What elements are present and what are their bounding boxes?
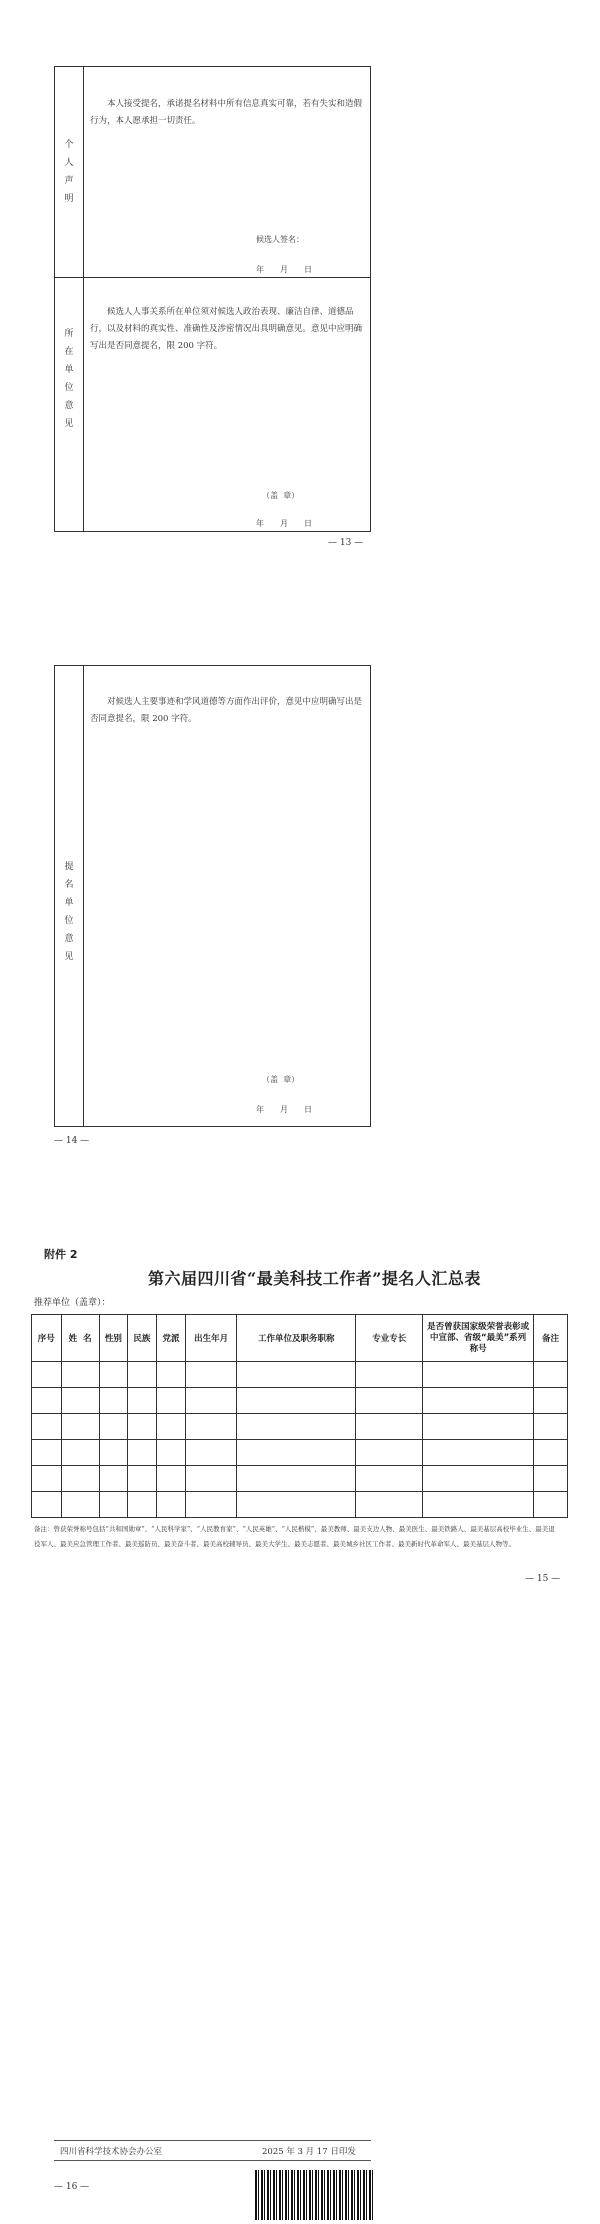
table-cell	[156, 1440, 186, 1466]
table-cell	[534, 1466, 568, 1492]
table-cell	[99, 1388, 128, 1414]
nominator-frame	[54, 665, 371, 1127]
table-cell	[534, 1440, 568, 1466]
table-cell	[156, 1492, 186, 1518]
barcode-image	[255, 2170, 373, 2220]
table-header-row	[32, 1315, 568, 1362]
table-cell	[423, 1414, 534, 1440]
table-cell	[99, 1362, 128, 1388]
table-cell	[32, 1388, 62, 1414]
table-cell	[534, 1414, 568, 1440]
table-cell	[32, 1492, 62, 1518]
table-cell	[61, 1440, 99, 1466]
summary-table	[31, 1314, 568, 1518]
col-header-ethnicity: 民族	[128, 1315, 157, 1362]
table-cell	[128, 1388, 157, 1414]
print-date: 2025 年 3 月 17 日印发	[262, 2147, 356, 2157]
personal-declaration-label: 个 人 声 明	[64, 140, 74, 204]
page-number-15: — 15 —	[525, 1574, 561, 1584]
table-cell	[423, 1362, 534, 1388]
table-cell	[423, 1388, 534, 1414]
table-cell	[237, 1466, 356, 1492]
col-header-specialty: 专业专长	[356, 1315, 423, 1362]
table-cell	[356, 1414, 423, 1440]
col-header-name: 姓 名	[61, 1315, 99, 1362]
table-cell	[423, 1466, 534, 1492]
table-cell	[156, 1466, 186, 1492]
personal-declaration-text: 本人接受提名，承诺提名材料中所有信息真实可靠，若有失实和造假行为，本人愿承担一切责任。	[90, 99, 363, 126]
table-cell	[128, 1362, 157, 1388]
table-cell	[128, 1440, 157, 1466]
nominator-opinion-text: 对候选人主要事迹和学风道德等方面作出评价，意见中应明确写出是否同意提名，限 200 字符。	[90, 697, 363, 724]
unit-seal-label: （盖 章）	[262, 491, 300, 500]
col-header-gender: 性别	[99, 1315, 128, 1362]
attachment-label: 附件 2	[44, 1248, 78, 1261]
issuing-office: 四川省科学技术协会办公室	[60, 2147, 163, 2157]
table-cell	[237, 1492, 356, 1518]
table-cell	[186, 1388, 237, 1414]
table-cell	[99, 1440, 128, 1466]
nominator-opinion-label: 提 名 单 位 意 见	[64, 862, 74, 962]
table-cell	[61, 1362, 99, 1388]
personal-date: 年 月 日	[256, 265, 312, 274]
table-cell	[534, 1362, 568, 1388]
table-cell	[61, 1414, 99, 1440]
table-cell	[356, 1440, 423, 1466]
table-row	[32, 1414, 568, 1440]
table-cell	[128, 1466, 157, 1492]
col-header-party: 党派	[156, 1315, 186, 1362]
table-footnote: 备注：曾获荣誉称号包括“共和国勋章”、“人民科学家”、“人民教育家”、“人民英雄”、“人民楷模”、最美教师、最美支边人物、最美医生、最美铁路人、最美基层高校毕业生、最美退役军人、最美应急管理工作者、最美巡防员、最美奋斗者、最美高校辅导员、最美大学生、最美志愿者、最美城乡社区工作者、最美新时代革命军人、最美基层人物等。	[34, 1525, 555, 1548]
unit-opinion-text: 候选人人事关系所在单位须对候选人政治表现、廉洁自律、道德品行，以及材料的真实性、准确性及涉密情况出具明确意见。意见中应明确写出是否同意提名，限 200 字符。	[90, 307, 363, 351]
table-cell	[356, 1492, 423, 1518]
table-cell	[186, 1466, 237, 1492]
label-column-divider	[83, 66, 84, 532]
table-cell	[237, 1388, 356, 1414]
page-number-16: — 16 —	[54, 2182, 90, 2192]
table-cell	[61, 1388, 99, 1414]
table-cell	[237, 1362, 356, 1388]
table-cell	[156, 1414, 186, 1440]
summary-table-body	[32, 1362, 568, 1518]
table-cell	[356, 1388, 423, 1414]
table-cell	[128, 1492, 157, 1518]
declaration-frame	[54, 66, 371, 532]
table-row	[32, 1492, 568, 1518]
col-header-workplace: 工作单位及职务职称	[237, 1315, 356, 1362]
page-number-13: — 13 —	[328, 538, 364, 548]
table-row	[32, 1388, 568, 1414]
col-header-index: 序号	[32, 1315, 62, 1362]
table-cell	[423, 1492, 534, 1518]
col-header-remarks: 备注	[534, 1315, 568, 1362]
footer-rule-bottom	[54, 2160, 371, 2161]
footer-rule-top	[54, 2140, 371, 2141]
table-cell	[237, 1440, 356, 1466]
section-divider	[54, 277, 371, 278]
table-cell	[186, 1440, 237, 1466]
table-cell	[99, 1414, 128, 1440]
table-cell	[356, 1362, 423, 1388]
table-cell	[534, 1492, 568, 1518]
col-header-birth: 出生年月	[186, 1315, 237, 1362]
table-cell	[237, 1414, 356, 1440]
page-number-14: — 14 —	[54, 1136, 90, 1146]
unit-date: 年 月 日	[256, 519, 312, 528]
table-cell	[186, 1492, 237, 1518]
table-cell	[32, 1362, 62, 1388]
table-row	[32, 1466, 568, 1492]
table-cell	[61, 1466, 99, 1492]
table-cell	[156, 1362, 186, 1388]
table-cell	[156, 1388, 186, 1414]
table-row	[32, 1440, 568, 1466]
table-cell	[32, 1466, 62, 1492]
table-cell	[186, 1414, 237, 1440]
table-cell	[356, 1466, 423, 1492]
table-cell	[61, 1492, 99, 1518]
table-cell	[99, 1492, 128, 1518]
table-row	[32, 1362, 568, 1388]
table-cell	[32, 1440, 62, 1466]
table-cell	[99, 1466, 128, 1492]
unit-opinion-label: 所 在 单 位 意 见	[64, 329, 74, 429]
col-header-honors: 是否曾获国家级荣誉表彰或中宣部、省级“最美”系列称号	[423, 1315, 534, 1362]
recommend-unit-label: 推荐单位（盖章）：	[34, 1298, 111, 1308]
table-cell	[534, 1388, 568, 1414]
table-cell	[32, 1414, 62, 1440]
nominator-label-divider	[83, 665, 84, 1127]
summary-table-title: 第六届四川省“最美科技工作者”提名人汇总表	[148, 1269, 481, 1288]
table-cell	[423, 1440, 534, 1466]
nominator-seal-label: （盖 章）	[262, 1075, 300, 1084]
table-cell	[186, 1362, 237, 1388]
candidate-signature-label: 候选人签名：	[256, 235, 304, 244]
table-cell	[128, 1414, 157, 1440]
nominator-date: 年 月 日	[256, 1105, 312, 1114]
